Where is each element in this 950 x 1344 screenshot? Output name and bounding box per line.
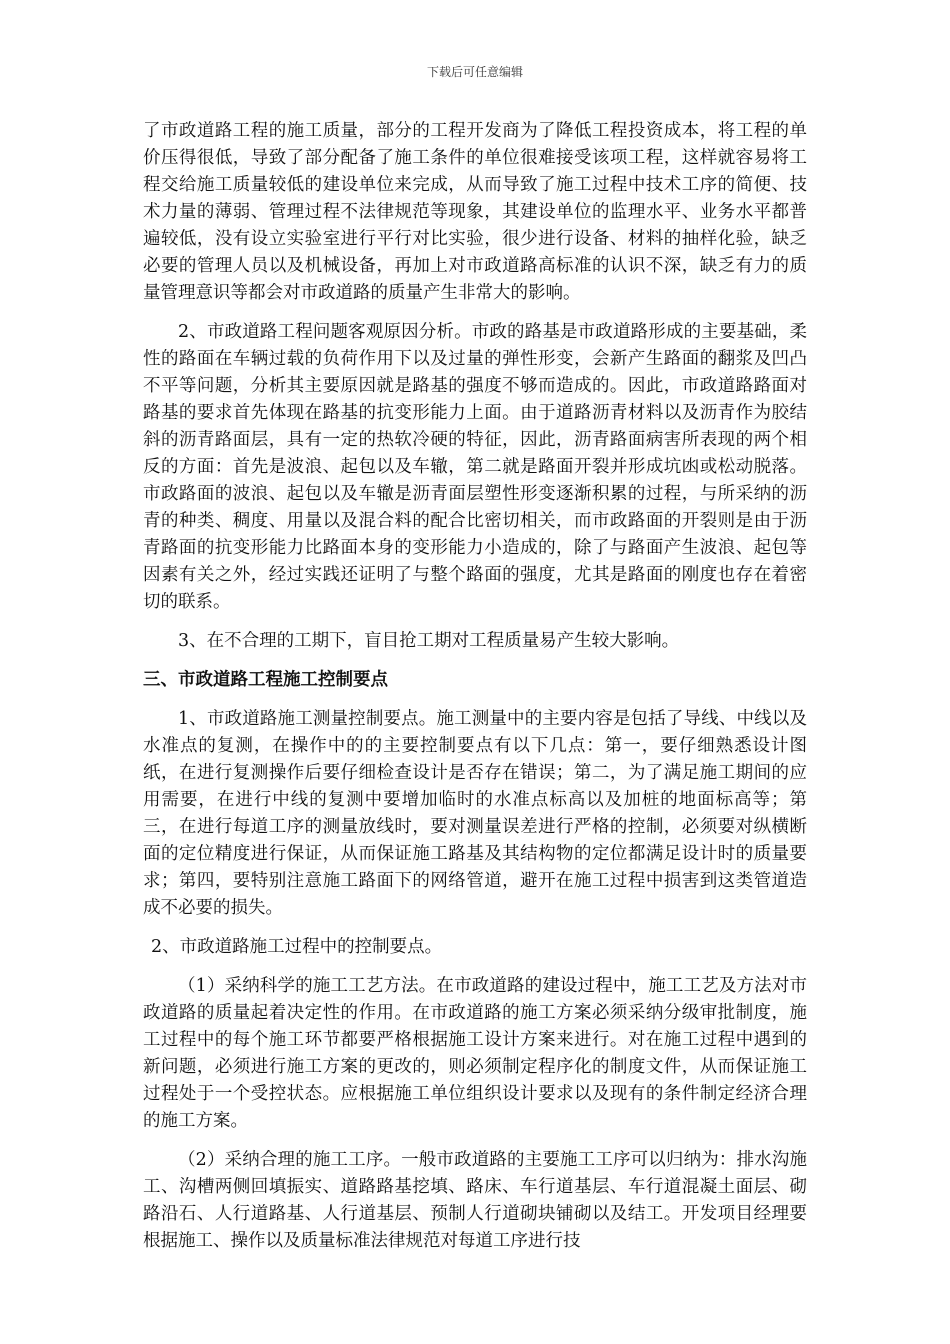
paragraph-1: 了市政道路工程的施工质量，部分的工程开发商为了降低工程投资成本，将工程的单价压得很低，导致了部分配备了施工条件的单位很难接受该项工程，这样就容易将工程交给施工质量较低的建设单位来完成，从而导致了施工过程中技术工序的简便、技术力量的薄弱、管理过程不法律规范等现象，其建设单位的监理水平、业务水平都普遍较低，没有设立实验室进行平行对比实验，很少进行设备、材料的抽样化验，缺乏必要的管理人员以及机械设备，再加上对市政道路高标准的认识不深，缺乏有力的质量管理意识等都会对市政道路的质量产生非常大的影响。: [143, 121, 807, 303]
document-body: [143, 118, 807, 1267]
paragraph-6: （1）采纳科学的施工工艺方法。在市政道路的建设过程中，施工工艺及方法对市政道路的质量起着决定性的作用。在市政道路的施工方案必须采纳分级审批制度，施工过程中的每个施工环节都要严格根据施工设计方案来进行。对在施工过程中遇到的新问题，必须进行施工方案的更改的，则必须制定程序化的制度文件，从而保证施工过程处于一个受控状态。应根据施工单位组织设计要求以及现有的条件制定经济合理的施工方案。: [143, 976, 807, 1131]
paragraph-4: 1、市政道路施工测量控制要点。施工测量中的主要内容是包括了导线、中线以及水准点的复测，在操作中的的主要控制要点有以下几点：第一，要仔细熟悉设计图纸，在进行复测操作后要仔细检查设计是否存在错误；第二，为了满足施工期间的应用需要，在进行中线的复测中要增加临时的水准点标高以及加桩的地面标高等；第三，在进行每道工序的测量放线时，要对测量误差进行严格的控制，必须要对纵横断面的定位精度进行保证，从而保证施工路基及其结构物的定位都满足设计时的质量要求；第四，要特别注意施工路面下的网络管道，避开在施工过程中损害到这类管道造成不必要的损失。: [143, 709, 807, 918]
paragraph-5: 2、市政道路施工过程中的控制要点。: [151, 937, 443, 957]
paragraph-3: 3、在不合理的工期下，盲目抢工期对工程质量易产生较大影响。: [178, 631, 680, 651]
paragraph-2: 2、市政道路工程问题客观原因分析。市政的路基是市政道路形成的主要基础，柔性的路面在车辆过载的负荷作用下以及过量的弹性形变，会新产生路面的翻浆及凹凸不平等问题，分析其主要原因就是路基的强度不够而造成的。因此，市政道路路面对路基的要求首先体现在路基的抗变形能力上面。由于道路沥青材料以及沥青作为胶结斜的沥青路面层，具有一定的热软冷硬的特征，因此，沥青路面病害所表现的两个相反的方面：首先是波浪、起包以及车辙，第二就是路面开裂并形成坑凼或松动脱落。市政路面的波浪、起包以及车辙是沥青面层塑性形变逐渐积累的过程，与所采纳的沥青的种类、稠度、用量以及混合料的配合比密切相关，而市政路面的开裂则是由于沥青路面的抗变形能力比路面本身的变形能力小造成的，除了与路面产生波浪、起包等因素有关之外，经过实践还证明了与整个路面的强度，尤其是路面的刚度也存在着密切的联系。: [143, 322, 807, 612]
section-heading-3: 三、市政道路工程施工控制要点: [143, 670, 388, 690]
page-header-watermark: 下载后可任意编辑: [426, 65, 523, 79]
paragraph-7: （2）采纳合理的施工工序。一般市政道路的主要施工工序可以归纳为：排水沟施工、沟槽两侧回填振实、道路路基挖填、路床、车行道基层、车行道混凝土面层、砌路沿石、人行道路基、人行道基层、预制人行道砌块铺砌以及结工。开发项目经理要根据施工、操作以及质量标准法律规范对每道工序进行技: [143, 1150, 807, 1251]
